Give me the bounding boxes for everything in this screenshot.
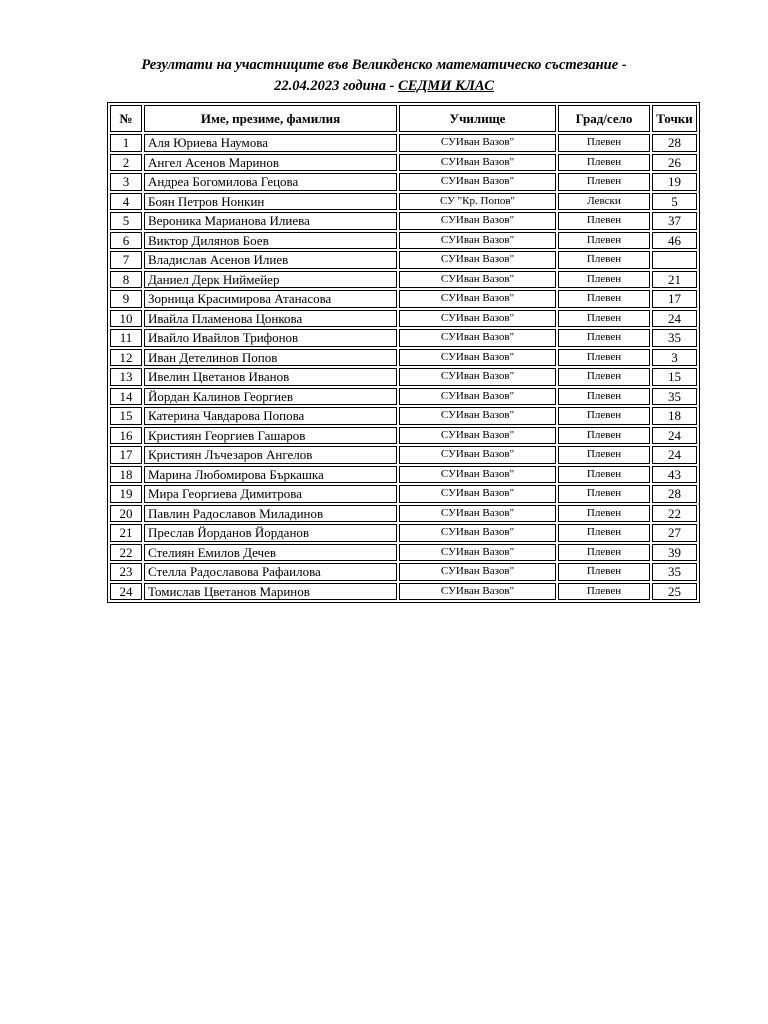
cell-name: Даниел Дерк Ниймейер: [144, 271, 397, 289]
table-row: [110, 466, 697, 484]
cell-points: 35: [652, 329, 697, 347]
table-row: [110, 232, 697, 250]
table-row: [110, 388, 697, 406]
table-row: [110, 427, 697, 445]
cell-num: 9: [110, 290, 142, 308]
cell-points: 43: [652, 466, 697, 484]
cell-num: 4: [110, 193, 142, 211]
cell-points: 17: [652, 290, 697, 308]
cell-city: Плевен: [558, 583, 650, 601]
cell-points: 24: [652, 446, 697, 464]
cell-school: СУИван Вазов": [399, 466, 556, 484]
cell-city: Плевен: [558, 368, 650, 386]
cell-name: Стелиян Емилов Дечев: [144, 544, 397, 562]
cell-num: 18: [110, 466, 142, 484]
table-row: [110, 368, 697, 386]
cell-points: 24: [652, 427, 697, 445]
cell-num: 15: [110, 407, 142, 425]
cell-name: Владислав Асенов Илиев: [144, 251, 397, 269]
table-header-row: [110, 105, 697, 132]
cell-name: Кристиян Георгиев Гашаров: [144, 427, 397, 445]
cell-num: 5: [110, 212, 142, 230]
cell-school: СУИван Вазов": [399, 173, 556, 191]
cell-school: СУИван Вазов": [399, 563, 556, 581]
cell-points: 21: [652, 271, 697, 289]
cell-name: Аля Юриева Наумова: [144, 134, 397, 152]
cell-name: Зорница Красимирова Атанасова: [144, 290, 397, 308]
cell-name: Вероника Марианова Илиева: [144, 212, 397, 230]
table-row: [110, 212, 697, 230]
cell-city: Плевен: [558, 563, 650, 581]
table-row: [110, 349, 697, 367]
cell-city: Плевен: [558, 407, 650, 425]
table-row: [110, 563, 697, 581]
cell-points: 19: [652, 173, 697, 191]
cell-school: СУИван Вазов": [399, 368, 556, 386]
cell-name: Томислав Цветанов Маринов: [144, 583, 397, 601]
cell-num: 22: [110, 544, 142, 562]
cell-name: Ивайло Ивайлов Трифонов: [144, 329, 397, 347]
cell-school: СУ "Кр. Попов": [399, 193, 556, 211]
table-row: [110, 524, 697, 542]
cell-school: СУИван Вазов": [399, 544, 556, 562]
table-row: [110, 407, 697, 425]
cell-name: Кристиян Лъчезаров Ангелов: [144, 446, 397, 464]
cell-num: 1: [110, 134, 142, 152]
page-title-line2: [0, 76, 768, 96]
cell-city: Плевен: [558, 427, 650, 445]
table-row: [110, 134, 697, 152]
cell-city: Плевен: [558, 524, 650, 542]
cell-points: 28: [652, 485, 697, 503]
cell-name: Ангел Асенов Маринов: [144, 154, 397, 172]
cell-school: СУИван Вазов": [399, 388, 556, 406]
cell-points: 39: [652, 544, 697, 562]
cell-num: 6: [110, 232, 142, 250]
cell-points: 24: [652, 310, 697, 328]
table-row: [110, 544, 697, 562]
cell-num: 24: [110, 583, 142, 601]
cell-num: 12: [110, 349, 142, 367]
header-num: №: [110, 105, 142, 132]
cell-city: Левски: [558, 193, 650, 211]
cell-num: 8: [110, 271, 142, 289]
cell-points: [652, 251, 697, 269]
cell-name: Марина Любомирова Бъркашка: [144, 466, 397, 484]
cell-name: Стелла Радославова Рафаилова: [144, 563, 397, 581]
cell-name: Павлин Радославов Миладинов: [144, 505, 397, 523]
cell-num: 17: [110, 446, 142, 464]
cell-num: 3: [110, 173, 142, 191]
cell-num: 7: [110, 251, 142, 269]
table-row: [110, 583, 697, 601]
cell-city: Плевен: [558, 212, 650, 230]
cell-school: СУИван Вазов": [399, 524, 556, 542]
cell-num: 10: [110, 310, 142, 328]
cell-city: Плевен: [558, 134, 650, 152]
table-row: [110, 173, 697, 191]
cell-city: Плевен: [558, 251, 650, 269]
cell-city: Плевен: [558, 388, 650, 406]
cell-points: 22: [652, 505, 697, 523]
cell-num: 11: [110, 329, 142, 347]
cell-num: 20: [110, 505, 142, 523]
cell-name: Боян Петров Нонкин: [144, 193, 397, 211]
cell-school: СУИван Вазов": [399, 310, 556, 328]
header-school: Училище: [399, 105, 556, 132]
cell-city: Плевен: [558, 505, 650, 523]
cell-city: Плевен: [558, 544, 650, 562]
cell-points: 35: [652, 563, 697, 581]
cell-name: Ивайла Пламенова Цонкова: [144, 310, 397, 328]
cell-school: СУИван Вазов": [399, 505, 556, 523]
cell-city: Плевен: [558, 349, 650, 367]
cell-city: Плевен: [558, 446, 650, 464]
cell-school: СУИван Вазов": [399, 134, 556, 152]
cell-num: 21: [110, 524, 142, 542]
table-row: [110, 329, 697, 347]
cell-num: 14: [110, 388, 142, 406]
table-row: [110, 271, 697, 289]
cell-points: 5: [652, 193, 697, 211]
cell-points: 35: [652, 388, 697, 406]
table-row: [110, 290, 697, 308]
cell-school: СУИван Вазов": [399, 154, 556, 172]
cell-school: СУИван Вазов": [399, 271, 556, 289]
table-row: [110, 251, 697, 269]
results-table: [107, 102, 700, 603]
cell-name: Мира Георгиева Димитрова: [144, 485, 397, 503]
cell-school: СУИван Вазов": [399, 290, 556, 308]
cell-points: 46: [652, 232, 697, 250]
cell-school: СУИван Вазов": [399, 427, 556, 445]
cell-city: Плевен: [558, 466, 650, 484]
table-row: [110, 485, 697, 503]
cell-points: 26: [652, 154, 697, 172]
cell-school: СУИван Вазов": [399, 329, 556, 347]
cell-school: СУИван Вазов": [399, 446, 556, 464]
cell-num: 19: [110, 485, 142, 503]
cell-num: 16: [110, 427, 142, 445]
cell-name: Виктор Дилянов Боев: [144, 232, 397, 250]
cell-school: СУИван Вазов": [399, 232, 556, 250]
class-label: СЕДМИ КЛАС: [398, 78, 494, 94]
cell-num: 23: [110, 563, 142, 581]
cell-points: 28: [652, 134, 697, 152]
cell-city: Плевен: [558, 485, 650, 503]
header-points: Точки: [652, 105, 697, 132]
cell-school: СУИван Вазов": [399, 251, 556, 269]
table-row: [110, 505, 697, 523]
table-row: [110, 310, 697, 328]
cell-name: Андреа Богомилова Гецова: [144, 173, 397, 191]
table-body: [110, 134, 697, 600]
table-row: [110, 154, 697, 172]
cell-points: 18: [652, 407, 697, 425]
cell-points: 3: [652, 349, 697, 367]
table-row: [110, 193, 697, 211]
cell-points: 27: [652, 524, 697, 542]
cell-city: Плевен: [558, 271, 650, 289]
cell-city: Плевен: [558, 310, 650, 328]
cell-city: Плевен: [558, 232, 650, 250]
cell-name: Иван Детелинов Попов: [144, 349, 397, 367]
cell-name: Катерина Чавдарова Попова: [144, 407, 397, 425]
cell-school: СУИван Вазов": [399, 407, 556, 425]
cell-num: 2: [110, 154, 142, 172]
cell-points: 37: [652, 212, 697, 230]
cell-city: Плевен: [558, 329, 650, 347]
date-label: 22.04.2023 година -: [274, 78, 399, 94]
cell-school: СУИван Вазов": [399, 349, 556, 367]
cell-city: Плевен: [558, 290, 650, 308]
cell-school: СУИван Вазов": [399, 485, 556, 503]
cell-city: Плевен: [558, 154, 650, 172]
table-row: [110, 446, 697, 464]
cell-points: 15: [652, 368, 697, 386]
page-title-line1: Резултати на участниците във Великденско математическо състезание -: [141, 57, 627, 73]
cell-city: Плевен: [558, 173, 650, 191]
header-city: Град/село: [558, 105, 650, 132]
header-name: Име, презиме, фамилия: [144, 105, 397, 132]
cell-name: Преслав Йорданов Йорданов: [144, 524, 397, 542]
cell-num: 13: [110, 368, 142, 386]
cell-school: СУИван Вазов": [399, 212, 556, 230]
cell-school: СУИван Вазов": [399, 583, 556, 601]
cell-name: Ивелин Цветанов Иванов: [144, 368, 397, 386]
cell-name: Йордан Калинов Георгиев: [144, 388, 397, 406]
cell-points: 25: [652, 583, 697, 601]
